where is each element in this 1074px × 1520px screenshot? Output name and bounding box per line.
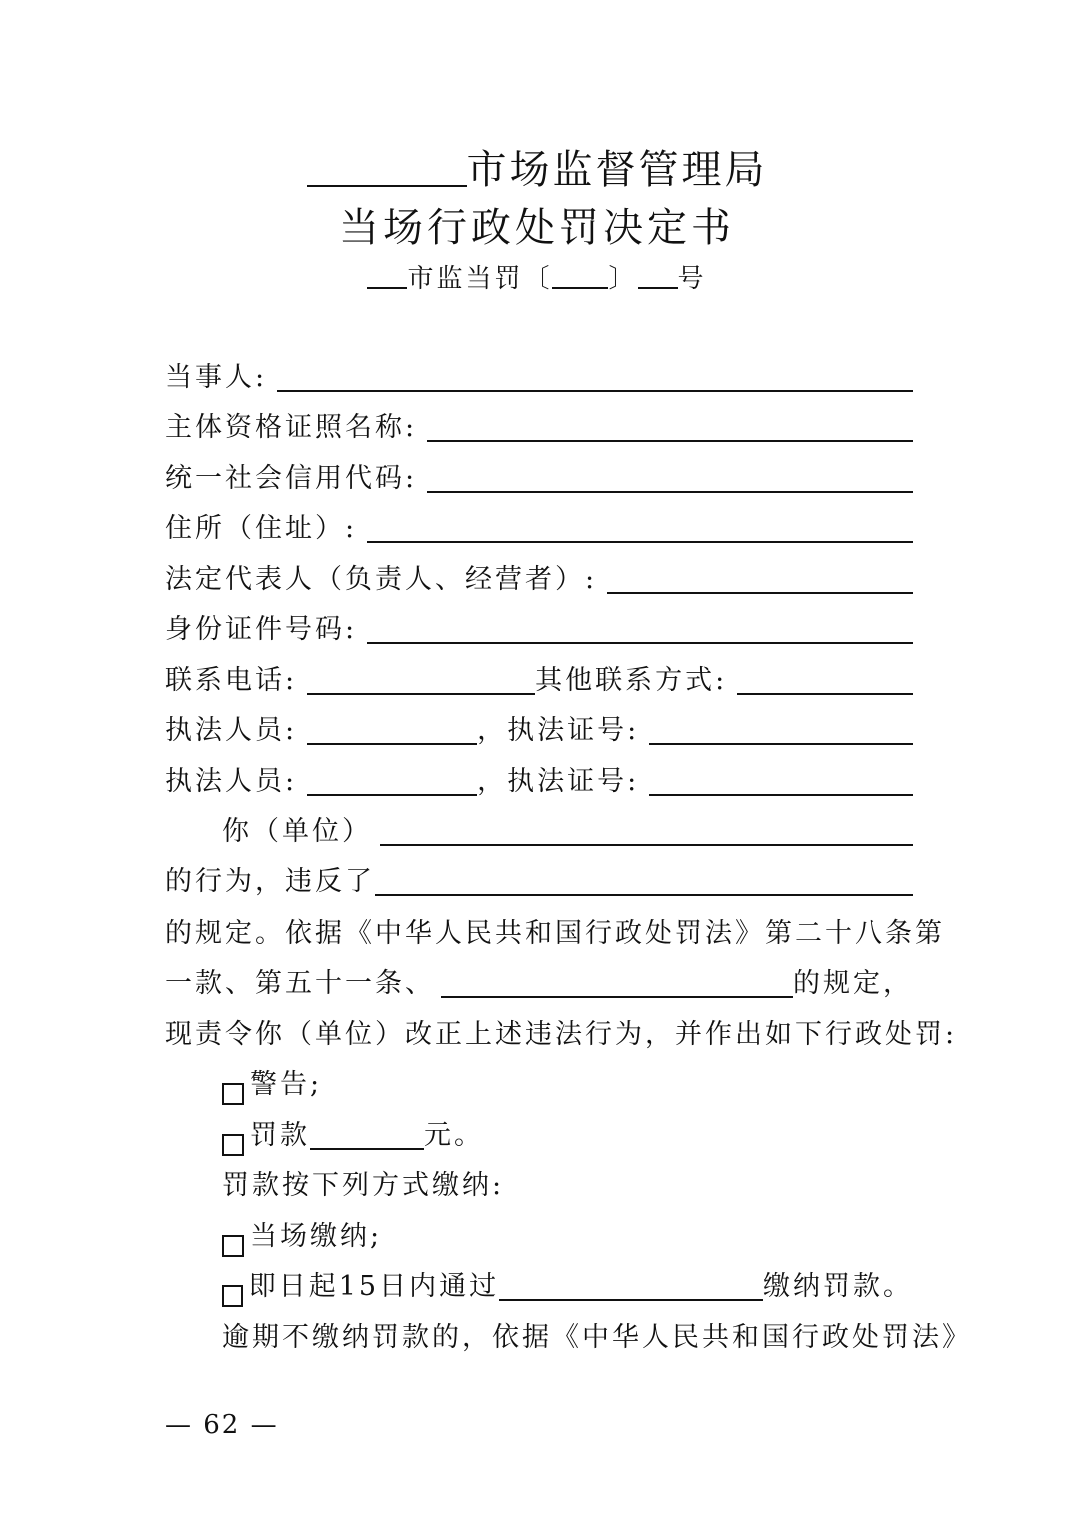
- party-label: 当事人:: [165, 362, 268, 393]
- address-field[interactable]: [367, 511, 913, 543]
- other-contact-field[interactable]: [737, 663, 913, 695]
- order-line: 现责令你（单位）改正上述违法行为，并作出如下行政处罚:: [165, 1019, 958, 1050]
- page-number: — 62 —: [165, 1410, 279, 1440]
- cert-2-field[interactable]: [649, 764, 913, 796]
- cert-1-label: ，执法证号:: [477, 715, 640, 746]
- other-contact-label: 其他联系方式:: [535, 665, 728, 696]
- credit-code-label: 统一社会信用代码:: [165, 463, 418, 494]
- contact-row: [165, 661, 913, 701]
- violated-law-field[interactable]: [375, 864, 913, 896]
- id-number-label: 身份证件号码:: [165, 614, 358, 645]
- basis-line-2: 一款、第五十一条、 的规定，: [165, 968, 913, 999]
- legal-rep-field[interactable]: [607, 562, 913, 594]
- credit-code-field[interactable]: [427, 461, 913, 493]
- basis-line-1: 的规定。依据《中华人民共和国行政处罚法》第二十八条第: [165, 918, 945, 949]
- you-unit-label: 你（单位）: [222, 816, 372, 847]
- agency-title-line: [0, 138, 1074, 195]
- credit-code-row: [165, 459, 913, 499]
- address-row: [165, 509, 913, 549]
- cert-1-field[interactable]: [649, 713, 913, 745]
- you-unit-row: [222, 812, 913, 852]
- party-field[interactable]: [277, 360, 913, 392]
- overdue-line: 逾期不缴纳罚款的，依据《中华人民共和国行政处罚法》: [222, 1322, 972, 1353]
- payment-methods-label: 罚款按下列方式缴纳:: [222, 1170, 505, 1201]
- doc-number-serial-blank[interactable]: [638, 263, 678, 289]
- pay-15days-option: 即日起15日内通过 缴纳罚款。: [222, 1267, 913, 1307]
- address-label: 住所（住址）:: [165, 513, 358, 544]
- fine-checkbox[interactable]: [222, 1134, 244, 1156]
- document-title: 当场行政处罚决定书: [339, 205, 735, 251]
- agency-name-blank[interactable]: [307, 147, 467, 187]
- license-name-field[interactable]: [427, 410, 913, 442]
- officer-2-label: 执法人员:: [165, 766, 298, 797]
- doc-number-prefix-blank[interactable]: [367, 263, 407, 289]
- officer-2-field[interactable]: [307, 764, 477, 796]
- pay-onsite-checkbox[interactable]: [222, 1235, 244, 1257]
- warning-checkbox[interactable]: [222, 1083, 244, 1105]
- officer-1-label: 执法人员:: [165, 715, 298, 746]
- legal-rep-row: [165, 560, 913, 600]
- license-name-row: [165, 408, 913, 448]
- payment-channel-field[interactable]: [499, 1269, 763, 1301]
- legal-rep-label: 法定代表人（负责人、经营者）:: [165, 564, 598, 595]
- party-row: [165, 358, 913, 398]
- fine-option: 罚款 元。: [222, 1116, 913, 1156]
- warning-option: 警告;: [222, 1065, 913, 1105]
- violated-label: 的行为，违反了: [165, 866, 375, 897]
- violation-description-field[interactable]: [380, 814, 913, 846]
- pay-15days-checkbox[interactable]: [222, 1285, 243, 1307]
- phone-label: 联系电话:: [165, 665, 298, 696]
- officer-row-2: [165, 762, 913, 802]
- pay-onsite-option: 当场缴纳;: [222, 1217, 913, 1257]
- basis-law-field[interactable]: [441, 966, 793, 998]
- fine-amount-field[interactable]: [310, 1118, 424, 1150]
- id-number-field[interactable]: [367, 612, 913, 644]
- phone-field[interactable]: [307, 663, 535, 695]
- doc-number-year-blank[interactable]: [552, 263, 608, 289]
- officer-row-1: [165, 711, 913, 751]
- document-number: 市监当罚〔 〕 号: [0, 258, 1074, 295]
- id-number-row: [165, 610, 913, 650]
- cert-2-label: ，执法证号:: [477, 766, 640, 797]
- agency-suffix: 市场监督管理局: [466, 147, 768, 193]
- officer-1-field[interactable]: [307, 713, 477, 745]
- violated-row: [165, 862, 913, 902]
- license-name-label: 主体资格证照名称:: [165, 412, 418, 443]
